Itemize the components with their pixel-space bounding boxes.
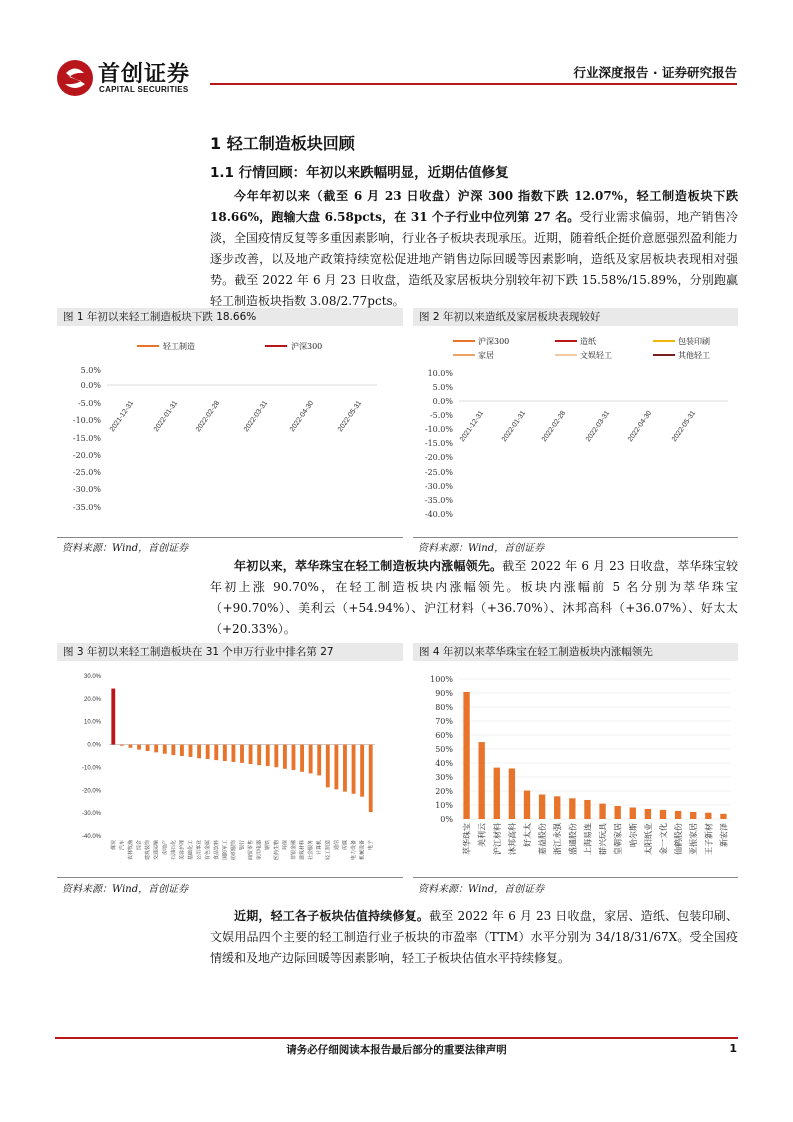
fig1-xtick: 2021-12-31 xyxy=(108,399,136,434)
fig1-ytick: -5.0% xyxy=(77,399,101,408)
fig3-xtick: 传媒 xyxy=(342,840,349,851)
fig3-xtick: 环保 xyxy=(282,840,289,851)
header-rule xyxy=(210,83,737,85)
fig3-bar xyxy=(309,745,313,774)
fig3-bar xyxy=(300,745,304,772)
fig3-xtick: 交通运输 xyxy=(153,840,160,861)
fig1-xtick: 2022-04-30 xyxy=(288,399,316,434)
fig1-ytick: -20.0% xyxy=(72,451,101,460)
fig3-bar xyxy=(189,745,193,757)
fig3-bar xyxy=(231,745,235,762)
fig2-ytick: 10.0% xyxy=(427,369,453,378)
page-number: 1 xyxy=(729,1042,737,1055)
fig1-ytick: -15.0% xyxy=(72,434,101,443)
fig3-xtick: 公用事业 xyxy=(196,840,203,861)
fig4-bar xyxy=(645,809,651,819)
fig1-legend-label-2: 沪深300 xyxy=(291,342,323,351)
fig2-xtick: 2022-05-31 xyxy=(670,409,698,444)
fig2-ytick: 5.0% xyxy=(432,383,453,392)
paragraph-1-body: 受行业需求偏弱，地产销售冷淡，全国疫情反复等多重因素影响，行业各子板块表现承压。近期，随着纸企挺价意愿强烈盈利能力逐步改善，以及地产政策持续宽松促进地产销售边际回暖等因素影响，造纸及家居板块表现相对强势。截至 2022 年 6 月 23 日收盘，造纸及家居板块分别较年初下跌 15.58%/15.89%，分别跑赢轻工制造板块指数 3.08/2.77pcts。 xyxy=(210,210,739,308)
logo-text-en: CAPITAL SECURITIES xyxy=(99,85,189,94)
figure-1-caption: 图 1 年初以来轻工制造板块下跌 18.66% xyxy=(57,308,403,326)
fig4-xtick: 群兴玩具 xyxy=(598,823,608,855)
logo xyxy=(55,58,215,98)
fig2-y-axis xyxy=(425,369,454,519)
fig4-ytick: 100% xyxy=(430,675,453,684)
fig3-bar xyxy=(197,745,201,759)
fig3-xtick: 非银金融 xyxy=(290,840,297,861)
subsection-title: 1.1 行情回顾：年初以来跌幅明显，近期估值修复 xyxy=(210,165,509,181)
fig2-x-axis xyxy=(459,410,697,443)
fig1-ytick: 0.0% xyxy=(80,381,101,390)
fig3-bar xyxy=(240,745,244,763)
fig3-xtick: 社会服务 xyxy=(308,840,315,861)
figure-1-source: 资料来源：Wind，首创证券 xyxy=(62,543,189,554)
fig3-bar xyxy=(257,745,261,766)
fig1-ytick: -30.0% xyxy=(72,485,101,494)
logo-mark-icon xyxy=(55,58,95,98)
fig3-bar xyxy=(292,745,296,770)
fig4-xtick: 太阳纸业 xyxy=(643,823,653,855)
fig3-xtick: 医药生物 xyxy=(273,840,280,861)
fig4-bar xyxy=(569,798,575,819)
fig2-legend-label-2: 造纸 xyxy=(580,337,596,346)
paragraph-2-body: 截至 2022 年 6 月 23 日收盘，萃华珠宝较年初上涨 90.70%，在轻工制造板块内涨幅领先。板块内涨幅前 5 名分别为萃华珠宝（+90.70%）、美利云（+54.94%）、沪江材料（+36.70%）、沐邦高科（+36.07%）、好太太（+20.33%）。 xyxy=(210,559,738,636)
fig3-ytick: 10.0% xyxy=(83,719,101,726)
fig3-ytick: -40.0% xyxy=(81,834,101,840)
fig4-bar xyxy=(539,795,545,820)
fig3-bar xyxy=(137,745,141,750)
fig3-ytick: 0.0% xyxy=(87,742,101,749)
logo-text-cn: 首创证券 xyxy=(98,62,191,87)
fig3-bar xyxy=(334,745,338,790)
fig4-xtick: 亚振家居 xyxy=(689,823,699,855)
fig3-xtick: 汽车 xyxy=(119,840,126,851)
fig4-bar xyxy=(660,810,666,819)
fig2-xtick: 2022-01-31 xyxy=(500,409,528,444)
fig4-bar xyxy=(478,742,484,819)
fig3-bar xyxy=(352,745,356,794)
fig3-ytick: 20.0% xyxy=(83,696,101,703)
fig2-ytick: -5.0% xyxy=(429,411,453,420)
footer-disclaimer: 请务必仔细阅读本报告最后部分的重要法律声明 xyxy=(286,1044,507,1056)
fig2-legend-label-6: 其他轻工 xyxy=(678,351,710,360)
fig4-bar xyxy=(630,808,636,819)
paragraph-1-lead: 今年年初以来（截至 6 月 23 日收盘）沪深 300 指数下跌 12.07%，轻工制造板块下跌 18.66%，跑输大盘 6.58pcts，在 31 个子行业中位列第 27 名。 xyxy=(210,189,738,224)
fig2-ytick: -20.0% xyxy=(424,453,453,462)
fig3-xtick: 食品饮料 xyxy=(213,840,220,861)
fig3-xtick: 美容护理 xyxy=(179,840,186,861)
fig3-xtick: 银行 xyxy=(239,840,246,851)
fig3-bar xyxy=(360,745,364,797)
fig3-xtick: 电力设备 xyxy=(351,840,358,861)
fig1-legend-label-1: 轻工制造 xyxy=(163,342,195,351)
figure-3-chart xyxy=(57,664,403,874)
fig4-ytick: 10% xyxy=(435,801,453,810)
fig4-xtick: 美利云 xyxy=(477,823,487,847)
figure-3-caption: 图 3 年初以来轻工制造板块在 31 个申万行业中排名第 27 xyxy=(57,643,403,661)
fig4-ytick: 0% xyxy=(440,815,453,824)
fig4-ytick: 20% xyxy=(435,787,453,796)
fig4-ytick: 90% xyxy=(435,689,453,698)
fig4-ytick: 80% xyxy=(435,703,453,712)
fig3-xtick: 轻工制造 xyxy=(325,840,332,861)
fig3-xtick: 钢铁 xyxy=(265,840,272,851)
fig2-ytick: -10.0% xyxy=(424,425,453,434)
fig4-xtick: 上海易连 xyxy=(583,823,593,855)
fig3-xtick: 农林牧渔 xyxy=(127,840,134,861)
figure-4-bottom-rule xyxy=(413,877,738,878)
fig4-bar xyxy=(554,796,560,819)
figure-3-source: 资料来源：Wind，首创证券 xyxy=(62,884,189,895)
fig4-xtick: 盛通股份 xyxy=(568,823,578,855)
fig2-xtick: 2021-12-31 xyxy=(458,409,486,444)
fig2-xtick: 2022-02-28 xyxy=(540,409,568,444)
fig3-xtick: 通信 xyxy=(333,840,340,851)
fig4-bar xyxy=(614,806,620,819)
fig4-xtick: 沪江材料 xyxy=(492,823,502,855)
fig3-xtick: 机械设备 xyxy=(359,840,366,861)
fig4-bar xyxy=(705,813,711,819)
fig3-xtick: 综合 xyxy=(136,840,143,851)
fig3-ytick: -10.0% xyxy=(81,765,101,772)
fig4-xtick: 浙江永强 xyxy=(553,823,563,855)
figure-1-chart xyxy=(57,330,403,535)
fig3-bar xyxy=(111,689,115,745)
fig2-ytick: -35.0% xyxy=(424,496,453,505)
figure-3-bottom-rule xyxy=(57,877,403,878)
fig1-ytick: -10.0% xyxy=(72,416,101,425)
fig2-ytick: -15.0% xyxy=(424,439,453,448)
fig4-bar xyxy=(720,814,726,819)
fig4-xtick: 王子新材 xyxy=(704,823,714,855)
fig3-xtick: 建筑装饰 xyxy=(145,840,152,861)
fig2-legend-label-5: 文娱轻工 xyxy=(580,351,612,360)
fig1-y-axis xyxy=(73,366,102,512)
footer-rule xyxy=(55,1037,738,1039)
fig1-ytick: -25.0% xyxy=(72,468,101,477)
fig3-bar xyxy=(214,745,218,761)
fig4-bar xyxy=(509,769,515,819)
figure-4-source: 资料来源：Wind，首创证券 xyxy=(418,884,545,895)
fig2-ytick: -25.0% xyxy=(424,468,453,477)
fig2-ytick: -40.0% xyxy=(424,510,453,519)
fig4-bar xyxy=(675,811,681,819)
fig2-legend-label-4: 家居 xyxy=(478,351,494,360)
fig3-bar xyxy=(283,745,287,769)
fig3-bar xyxy=(274,745,278,768)
fig3-bar xyxy=(129,745,133,748)
fig3-bar xyxy=(180,745,184,756)
fig1-xtick: 2022-05-31 xyxy=(336,399,364,434)
fig4-xtick: 萃华珠宝 xyxy=(462,823,472,855)
figure-2-bottom-rule xyxy=(413,537,738,538)
fig4-xtick: 仙鹤股份 xyxy=(674,823,684,855)
fig4-ytick: 40% xyxy=(435,759,453,768)
fig4-ytick: 50% xyxy=(435,745,453,754)
fig3-xtick: 石油石化 xyxy=(170,840,177,861)
fig4-bar xyxy=(463,692,469,819)
fig3-bar xyxy=(146,745,150,751)
fig2-ytick: -30.0% xyxy=(424,482,453,491)
fig2-legend-label-1: 沪深300 xyxy=(478,337,510,346)
fig3-xtick: 电子 xyxy=(368,840,375,851)
paragraph-3-lead: 近期，轻工各子板块估值持续修复。 xyxy=(234,909,430,923)
fig4-bar xyxy=(524,791,530,819)
paragraph-2-lead: 年初以来，萃华珠宝在轻工制造板块内涨幅领先。 xyxy=(234,559,503,573)
fig3-xtick: 计算机 xyxy=(316,840,323,856)
fig4-bar xyxy=(690,812,696,819)
fig3-xtick: 建筑材料 xyxy=(299,840,306,861)
fig3-xtick: 家用电器 xyxy=(256,840,263,861)
fig1-ytick: 5.0% xyxy=(80,366,101,375)
fig4-ytick: 60% xyxy=(435,731,453,740)
fig4-ytick: 30% xyxy=(435,773,453,782)
fig4-xtick: 好太太 xyxy=(523,823,532,847)
fig3-xtick: 煤炭 xyxy=(110,840,117,851)
fig3-bar xyxy=(343,745,347,792)
fig3-bar xyxy=(171,745,175,756)
fig3-xtick: 基础化工 xyxy=(188,840,195,861)
fig1-xtick: 2022-02-28 xyxy=(194,399,222,434)
fig4-xtick: 新宏泽 xyxy=(719,823,729,847)
paragraph-1 xyxy=(210,186,738,312)
fig1-ytick: -35.0% xyxy=(72,503,101,512)
fig3-bar xyxy=(317,745,321,776)
fig2-xtick: 2022-04-30 xyxy=(626,409,654,444)
fig1-xtick: 2022-03-31 xyxy=(242,399,270,434)
fig3-xtick: 纺织服饰 xyxy=(230,840,237,861)
figure-2-source: 资料来源：Wind，首创证券 xyxy=(418,543,545,554)
paragraph-3-body: 截至 2022 年 6 月 23 日收盘，家居、造纸、包装印刷、文娱用品四个主要的轻工制造行业子板块的市盈率（TTM）水平分别为 34/18/31/67X。受全国疫情缓和及地产边际回暖等因素影响，轻工子板块估值水平持续修复。 xyxy=(210,909,738,965)
fig3-xtick: 商贸零售 xyxy=(248,840,255,861)
fig3-ytick: 30.0% xyxy=(83,674,101,680)
fig3-ytick: -20.0% xyxy=(81,788,101,795)
fig3-bar xyxy=(206,745,210,759)
fig3-xtick: 房地产 xyxy=(162,840,169,856)
fig4-xtick: 哈尔斯 xyxy=(628,823,638,847)
figure-2-caption: 图 2 年初以来造纸及家居板块表现较好 xyxy=(413,308,738,326)
fig4-xtick: 金一文化 xyxy=(659,823,668,855)
fig4-ytick: 70% xyxy=(435,717,453,726)
fig3-xtick: 有色金属 xyxy=(205,840,212,861)
fig4-bar xyxy=(599,804,605,819)
fig3-bar xyxy=(266,745,270,766)
fig3-bar xyxy=(369,745,373,812)
figure-2-chart xyxy=(413,330,738,535)
fig3-bar xyxy=(120,745,124,746)
fig3-bar xyxy=(163,745,167,754)
figure-4-chart xyxy=(413,664,738,874)
figure-1-bottom-rule xyxy=(57,537,403,538)
paragraph-2 xyxy=(210,556,738,640)
fig2-ytick: 0.0% xyxy=(432,397,453,406)
fig1-x-axis xyxy=(109,400,363,433)
fig3-xtick: 国防军工 xyxy=(222,840,229,861)
report-type: 行业深度报告 · 证券研究报告 xyxy=(573,65,737,80)
section-title: 1 轻工制造板块回顾 xyxy=(210,134,355,153)
fig1-xtick: 2022-01-31 xyxy=(152,399,180,434)
figure-4-caption: 图 4 年初以来萃华珠宝在轻工制造板块内涨幅领先 xyxy=(413,643,738,661)
fig3-ytick: -30.0% xyxy=(81,811,101,818)
fig3-bar xyxy=(249,745,253,764)
fig3-bar xyxy=(154,745,158,753)
fig3-bar xyxy=(326,745,330,788)
fig4-xtick: 嘉益股份 xyxy=(538,823,548,855)
fig2-xtick: 2022-03-31 xyxy=(584,409,612,444)
fig4-xtick: 沐邦高科 xyxy=(507,823,517,855)
fig4-xtick: 皇朝家居 xyxy=(613,823,623,855)
paragraph-3 xyxy=(210,906,738,969)
fig4-bar xyxy=(494,768,500,819)
fig4-bar xyxy=(584,800,590,819)
fig2-legend-label-3: 包装印刷 xyxy=(678,337,710,346)
fig3-bar xyxy=(223,745,227,761)
